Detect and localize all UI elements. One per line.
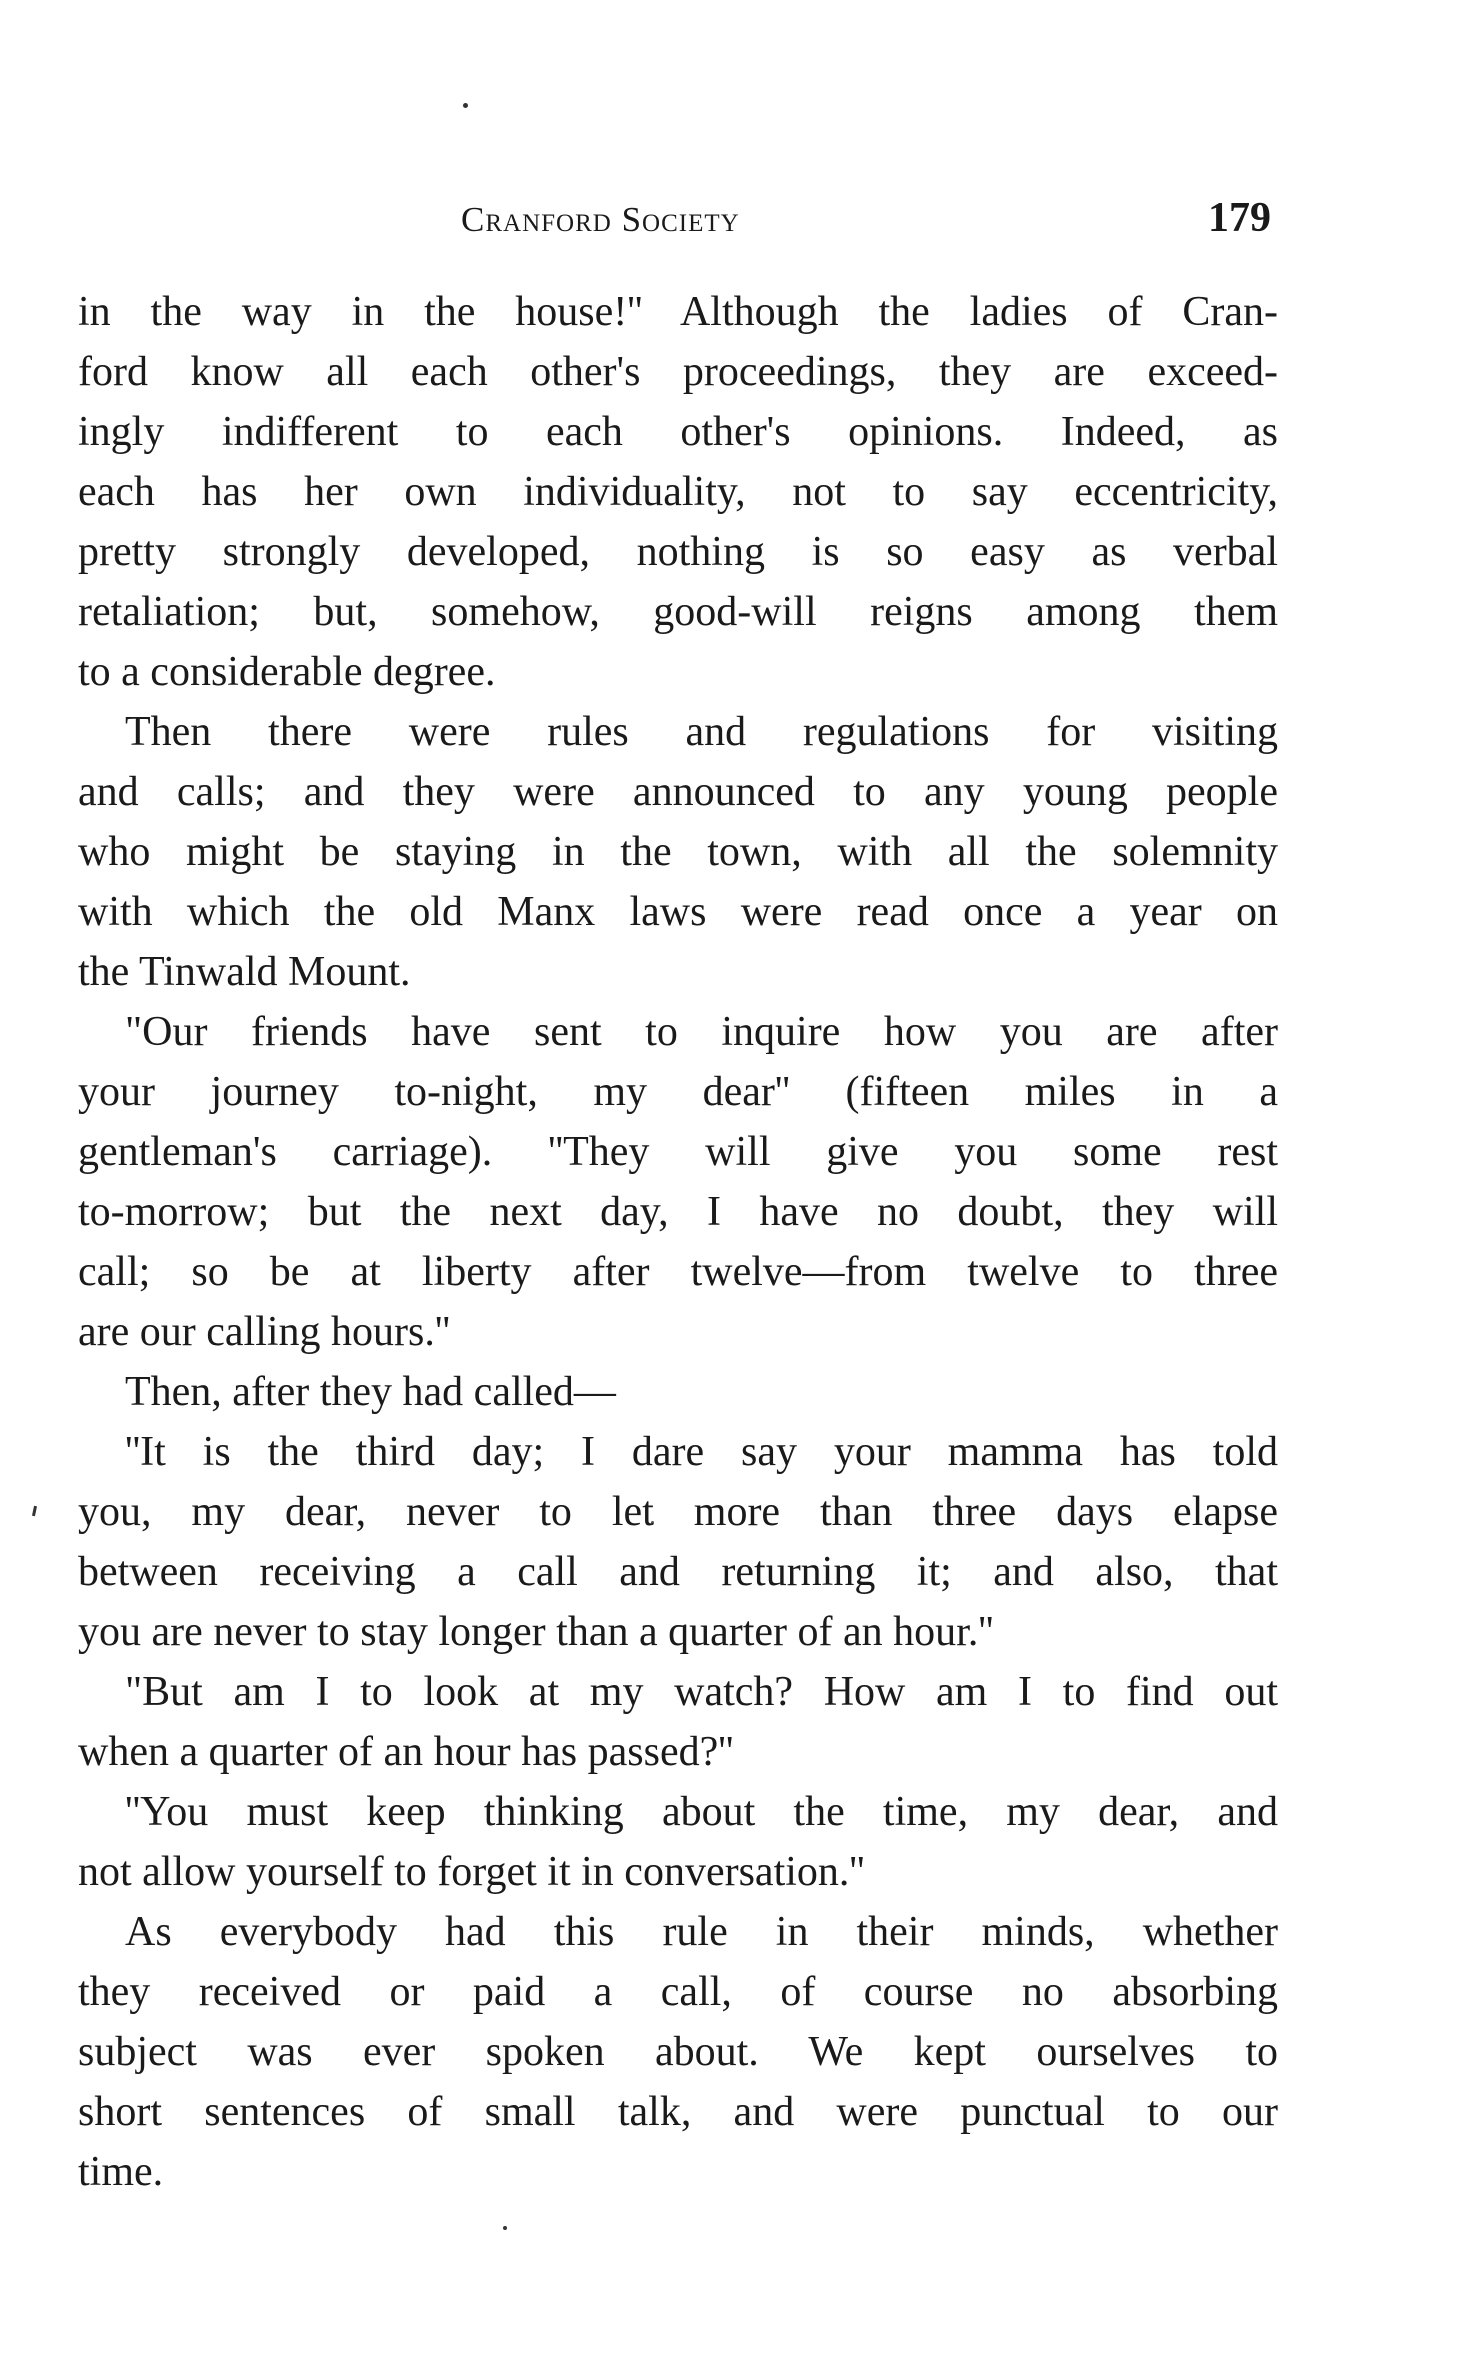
text-line: in the way in the house!'' Although the ladies of Cran- [78,289,1278,335]
text-line: pretty strongly developed, nothing is so easy as verbal [78,529,1278,575]
text-line: you, my dear, never to let more than three days elapse [78,1489,1278,1535]
text-line: "Our friends have sent to inquire how you are after [125,1009,1278,1055]
margin-mark [32,1506,37,1516]
text-line: are our calling hours.'' [78,1309,451,1355]
running-title: Cranford Society [461,200,740,239]
text-line: time. [78,2149,164,2195]
text-line: subject was ever spoken about. We kept ourselves to [78,2029,1278,2075]
text-line: As everybody had this rule in their minds, whether [125,1909,1278,1955]
text-line: retaliation; but, somehow, good-will reigns among them [78,589,1278,635]
text-line: call; so be at liberty after twelve—from twelve to three [78,1249,1278,1295]
text-line: ingly indifferent to each other's opinions. Indeed, as [78,409,1278,455]
text-line: each has her own individuality, not to say eccentricity, [78,469,1278,515]
text-line: with which the old Manx laws were read once a year on [78,889,1278,935]
page-number: 179 [1208,195,1271,241]
running-head [78,188,1278,248]
text-line: when a quarter of an hour has passed?'' [78,1729,734,1775]
text-line: your journey to-night, my dear'' (fifteen miles in a [78,1069,1278,1115]
text-line: Then, after they had called— [125,1369,616,1415]
text-line: ford know all each other's proceedings, they are exceed- [78,349,1278,395]
text-line: they received or paid a call, of course no absorbing [78,1969,1278,2015]
text-line: ''It is the third day; I dare say your mamma has told [125,1429,1278,1475]
text-line: you are never to stay longer than a quarter of an hour.'' [78,1609,994,1655]
text-line: who might be staying in the town, with all the solemnity [78,829,1278,875]
text-line: "But am I to look at my watch? How am I to find out [125,1669,1278,1715]
text-line: gentleman's carriage). ''They will give you some rest [78,1129,1278,1175]
text-line: the Tinwald Mount. [78,949,411,995]
text-line: ''You must keep thinking about the time, my dear, and [125,1789,1278,1835]
text-line: short sentences of small talk, and were punctual to our [78,2089,1278,2135]
text-line: between receiving a call and returning it; and also, that [78,1549,1278,1595]
body-text [78,282,1278,2202]
text-line: not allow yourself to forget it in conversation.'' [78,1849,865,1895]
ink-speck [463,103,468,108]
text-line: to a considerable degree. [78,649,496,695]
text-line: to-morrow; but the next day, I have no doubt, they will [78,1189,1278,1235]
ink-speck [503,2226,507,2230]
text-line: and calls; and they were announced to any young people [78,769,1278,815]
text-line: Then there were rules and regulations for visiting [125,709,1278,755]
